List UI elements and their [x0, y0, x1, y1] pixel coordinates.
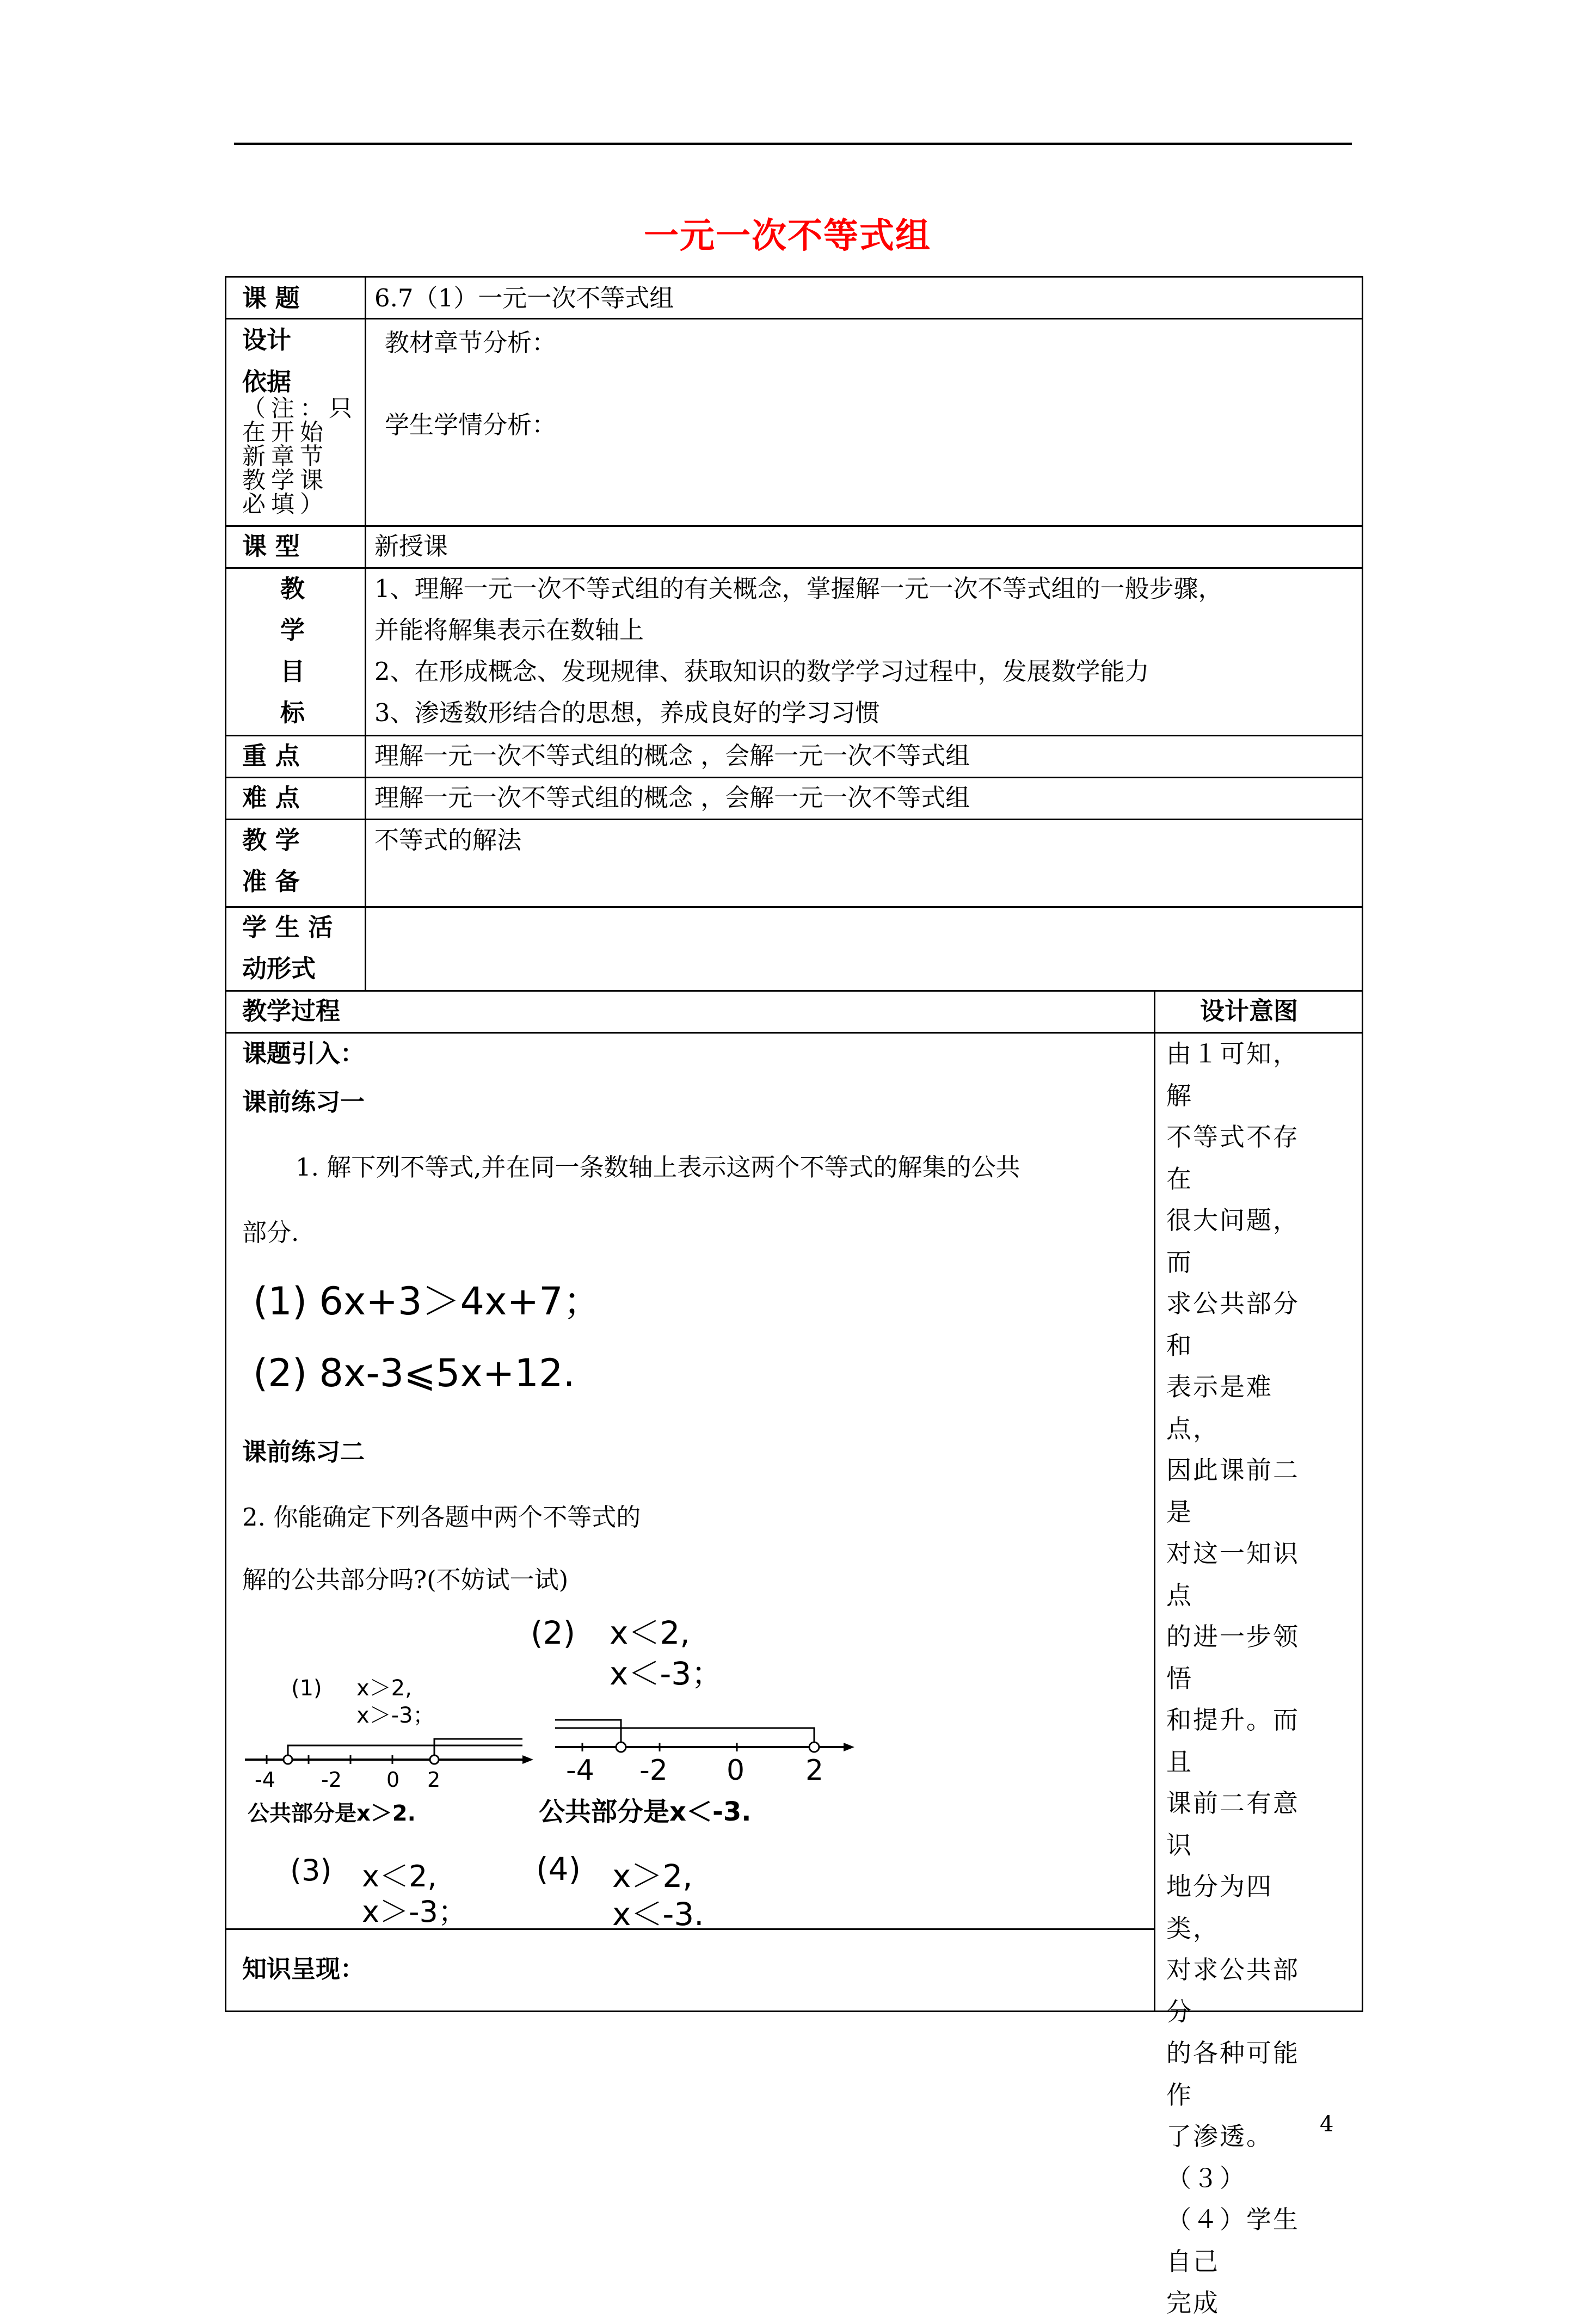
difficulty-value: 理解一元一次不等式组的概念 ，会解一元一次不等式组 — [374, 783, 970, 812]
fig2-tick-label: 0 — [727, 1754, 745, 1787]
fig2-range-lt-2 — [555, 1728, 814, 1747]
goals-label-2: 学 — [280, 616, 305, 644]
fig2-open-point-minus3 — [616, 1742, 626, 1752]
difficulty-label: 难 点 — [242, 783, 300, 812]
row-divider — [225, 906, 1363, 908]
lesson-type-value: 新授课 — [374, 532, 448, 561]
fig1-open-point-minus3 — [284, 1755, 292, 1764]
fig4-label: (4) — [536, 1850, 581, 1888]
page-number: 4 — [1320, 2112, 1334, 2137]
prep-value: 不等式的解法 — [374, 826, 522, 854]
exercise-1-item-1: (1) 6x+3＞4x+7； — [253, 1279, 601, 1324]
row-divider — [225, 990, 1363, 992]
topic-label: 课 题 — [242, 284, 300, 312]
design-basis-note-5: 必填） — [242, 491, 329, 518]
design-basis-note-1: （注：只 — [242, 395, 358, 422]
textbook-analysis: 教材章节分析： — [385, 328, 557, 357]
fig1-tick-label: 0 — [386, 1768, 400, 1792]
exercise-2-title: 课前练习二 — [242, 1437, 365, 1466]
fig2-axis-arrow — [844, 1743, 854, 1751]
fig2-tick-label: -4 — [566, 1754, 594, 1787]
header-rule — [234, 143, 1352, 145]
key-point-value: 理解一元一次不等式组的概念 ，会解一元一次不等式组 — [374, 741, 970, 770]
exercise-2-question-line1: 2. 你能确定下列各题中两个不等式的 — [242, 1503, 641, 1532]
goals-label-3: 目 — [280, 657, 305, 686]
fig2-open-point-2 — [809, 1742, 819, 1752]
fig1-open-point-2 — [430, 1755, 439, 1764]
exercise-2-question-line2: 解的公共部分吗?(不妨试一试) — [242, 1565, 569, 1594]
activity-label-1: 学 生 活 — [242, 913, 333, 942]
fig2-tick-label: 2 — [805, 1754, 824, 1787]
knowledge-heading: 知识呈现： — [242, 1954, 365, 1983]
prep-label-2: 准 备 — [242, 867, 300, 896]
fig1-tick-label: -2 — [321, 1768, 342, 1792]
fig1-tick-label: 2 — [427, 1768, 441, 1792]
document-title: 一元一次不等式组 — [644, 216, 931, 256]
design-basis-note-4: 教学课 — [242, 467, 329, 494]
process-header: 教学过程 — [242, 997, 341, 1025]
design-basis-label-1: 设计 — [242, 325, 292, 354]
key-point-label: 重 点 — [242, 741, 300, 770]
goals-label-4: 标 — [280, 698, 305, 727]
goals-label-1: 教 — [280, 574, 305, 603]
fig1-tick-label: -4 — [255, 1768, 275, 1792]
fig2-tick-label: -2 — [639, 1754, 668, 1787]
design-intent-text: 由１可知，解 不等式不存在 很大问题，而 求公共部分和 表示是难点， 因此课前二是 对这一知识点 的进一步领悟 和提升。而且 课前二有意识 地分为四类， 对求公共部分 的各种可能作 了渗透。（３） （４）学生自己 完成 — [1166, 1039, 1300, 2317]
number-line-figure — [239, 1606, 882, 1834]
fig3-label: (3) — [290, 1853, 332, 1888]
fig1-answer: 公共部分是x＞2. — [248, 1801, 416, 1826]
fig2-answer: 公共部分是x＜-3. — [539, 1797, 752, 1827]
fig1-range-gt-minus3 — [288, 1745, 522, 1760]
topic-value: 6.7（1）一元一次不等式组 — [374, 284, 674, 312]
exercise-1-question-line2: 部分. — [242, 1218, 299, 1247]
fig1-ineq-1: x＞2, — [356, 1676, 412, 1701]
fig4-ineq-1: x＞2, — [612, 1858, 693, 1895]
fig1-ineq-2: x＞-3； — [356, 1703, 435, 1728]
exercise-1-item-2: (2) 8x-3⩽5x+12. — [253, 1351, 575, 1395]
exercise-1-title: 课前练习一 — [242, 1087, 365, 1116]
exercise-1-question-line1: 1. 解下列不等式,并在同一条数轴上表示这两个不等式的解集的公共 — [296, 1153, 1020, 1182]
activity-label-2: 动形式 — [242, 954, 316, 983]
intro-heading: 课题引入： — [242, 1039, 365, 1068]
prep-label-1: 教 学 — [242, 826, 300, 854]
fig2-ineq-2: x＜-3； — [610, 1655, 723, 1692]
fig1-label: (1) — [291, 1676, 322, 1701]
fig1-axis-arrow — [522, 1755, 533, 1764]
goal-line-2: 并能将解集表示在数轴上 — [374, 616, 644, 644]
fig2-range-lt-minus3 — [555, 1720, 621, 1747]
fig2-ineq-1: x＜2, — [610, 1614, 690, 1651]
goal-line-1: 1、理解一元一次不等式组的有关概念，掌握解一元一次不等式组的一般步骤， — [374, 574, 1223, 603]
table-col-divider — [365, 276, 366, 990]
goal-line-4: 3、渗透数形结合的思想，养成良好的学习习惯 — [374, 698, 880, 727]
intent-header: 设计意图 — [1200, 997, 1299, 1025]
design-basis-note-2: 在开始 — [242, 419, 329, 446]
design-basis-note-3: 新章节 — [242, 443, 329, 470]
goal-line-3: 2、在形成概念、发现规律、获取知识的数学学习过程中，发展数学能力 — [374, 657, 1149, 686]
table-col-divider-process — [1154, 990, 1155, 2012]
fig4-ineq-2: x＜-3. — [612, 1896, 704, 1933]
student-analysis: 学生学情分析： — [385, 410, 557, 439]
fig2-label: (2) — [531, 1614, 576, 1651]
fig1-range-gt-2 — [434, 1739, 522, 1760]
lesson-type-label: 课 型 — [242, 532, 300, 561]
fig3-ineq-2: x＞-3； — [362, 1895, 467, 1929]
fig3-ineq-1: x＜2, — [362, 1859, 437, 1893]
design-basis-label-2: 依据 — [242, 367, 292, 396]
